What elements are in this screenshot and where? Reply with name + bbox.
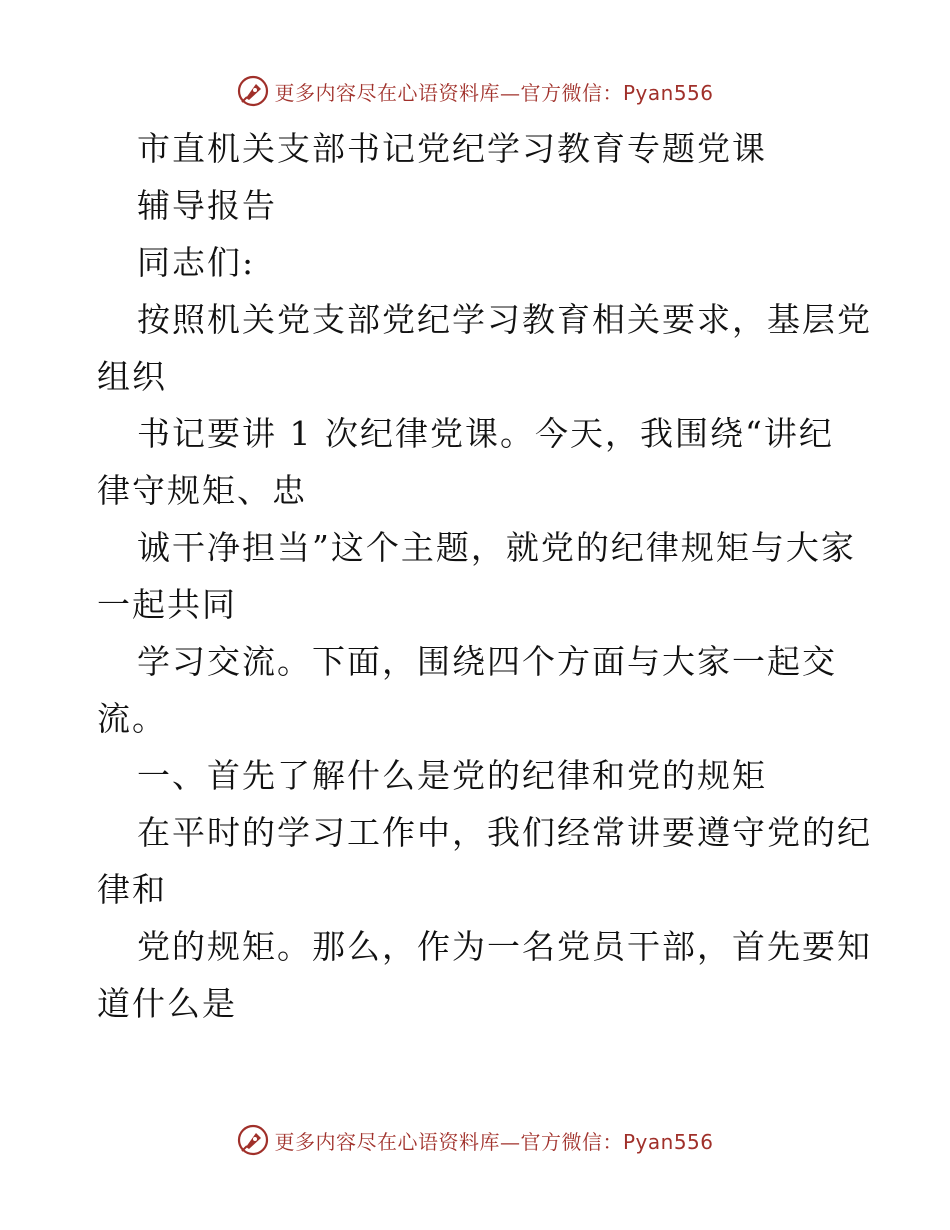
footer-banner-label: 更多内容尽在心语资料库—官方微信： — [274, 1129, 623, 1154]
text-line: 道什么是 — [97, 984, 237, 1023]
text-line: 在平时的学习工作中，我们经常讲要遵守党的纪 — [137, 813, 872, 852]
header-wechat-id: Pyan556 — [622, 80, 714, 105]
footer-banner — [0, 1120, 950, 1160]
text-line: 书记要讲 1 次纪律党课。今天，我围绕“讲纪 — [137, 414, 834, 453]
text-line: 市直机关支部书记党纪学习教育专题党课 — [137, 129, 767, 168]
text-line: 诚干净担当”这个主题，就党的纪律规矩与大家 — [137, 528, 856, 567]
text-line: 组织 — [97, 357, 167, 396]
footer-banner-text — [274, 1126, 713, 1155]
text-line: 同志们: — [137, 243, 256, 282]
text-line: 律守规矩、忠 — [97, 471, 307, 510]
text-line: 流。 — [97, 699, 167, 738]
text-line: 党的规矩。那么，作为一名党员干部，首先要知 — [137, 927, 872, 966]
header-banner — [0, 71, 950, 111]
footer-wechat-id: Pyan556 — [622, 1129, 714, 1154]
text-line: 按照机关党支部党纪学习教育相关要求，基层党 — [137, 300, 872, 339]
text-line: 律和 — [97, 870, 167, 909]
header-banner-label: 更多内容尽在心语资料库—官方微信： — [274, 80, 623, 105]
text-line: 辅导报告 — [137, 186, 277, 225]
pen-nib-logo-icon — [236, 1123, 270, 1157]
header-banner-text — [274, 77, 713, 106]
pen-nib-logo-icon — [236, 74, 270, 108]
text-line: 一、首先了解什么是党的纪律和党的规矩 — [137, 756, 767, 795]
text-line: 一起共同 — [97, 585, 237, 624]
document-body — [97, 120, 872, 1032]
text-line: 学习交流。下面，围绕四个方面与大家一起交 — [137, 642, 837, 681]
